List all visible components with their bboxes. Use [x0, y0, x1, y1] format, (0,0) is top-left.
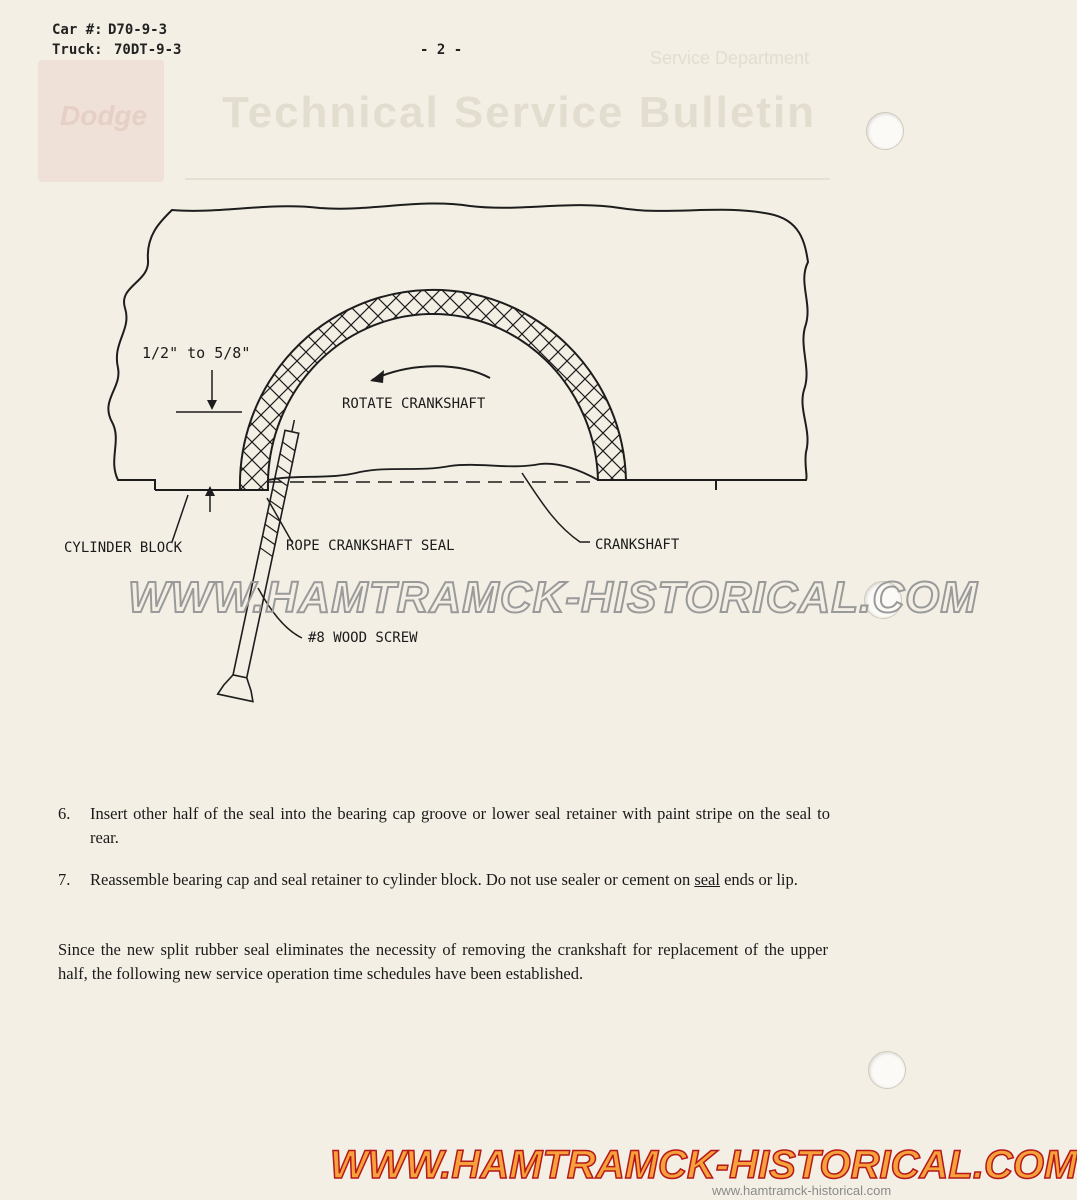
crankshaft-seal-diagram	[0, 190, 926, 730]
truck-label: Truck:	[52, 42, 103, 58]
truck-number: 70DT-9-3	[114, 42, 182, 58]
watermark-bottom: WWW.HAMTRAMCK-HISTORICAL.COM	[330, 1143, 1077, 1187]
bleed-through-logo-text: Dodge	[60, 100, 148, 131]
bleed-through-bulletin-title: Technical Service Bulletin	[222, 88, 817, 137]
rope-crankshaft-seal-label: ROPE CRANKSHAFT SEAL	[286, 538, 455, 554]
watermark-middle: WWW.HAMTRAMCK-HISTORICAL.COM	[128, 573, 978, 622]
dimension-label: 1/2" to 5/8"	[142, 344, 251, 362]
binder-hole-top	[866, 112, 904, 150]
bleed-through-department: Service Department	[650, 48, 810, 68]
step-6-number: 6.	[58, 804, 71, 823]
car-number: D70-9-3	[108, 22, 168, 38]
rotation-arrow	[372, 366, 490, 380]
rotate-crankshaft-label: ROTATE CRANKSHAFT	[342, 396, 486, 412]
car-label: Car #:	[52, 22, 103, 38]
underlined-word: seal	[694, 870, 720, 889]
bleed-through-logo	[38, 60, 164, 182]
step-7-number: 7.	[58, 870, 71, 889]
page-number: - 2 -	[420, 42, 463, 58]
wood-screw-label: #8 WOOD SCREW	[308, 630, 418, 646]
diagram-drawing	[0, 190, 926, 730]
crankshaft-surface	[268, 464, 598, 480]
closing-paragraph: Since the new split rubber seal eliminates the necessity of removing the crankshaft for replacement of the upper half, the following new service operation time schedules have been established.	[58, 940, 828, 983]
step-6-text: Insert other half of the seal into the bearing cap groove or lower seal retainer with paint stripe on the seal to rear.	[90, 804, 830, 847]
watermark-url: www.hamtramck-historical.com	[712, 1183, 892, 1198]
cylinder-block-label: CYLINDER BLOCK	[64, 540, 183, 556]
binder-hole-bottom	[868, 1051, 906, 1089]
step-7-text: Reassemble bearing cap and seal retainer to cylinder block. Do not use sealer or cement on seal ends or lip.	[90, 870, 798, 889]
rope-seal-arch	[240, 290, 626, 490]
crankshaft-label: CRANKSHAFT	[595, 537, 680, 553]
bleed-through-rule	[185, 178, 830, 180]
